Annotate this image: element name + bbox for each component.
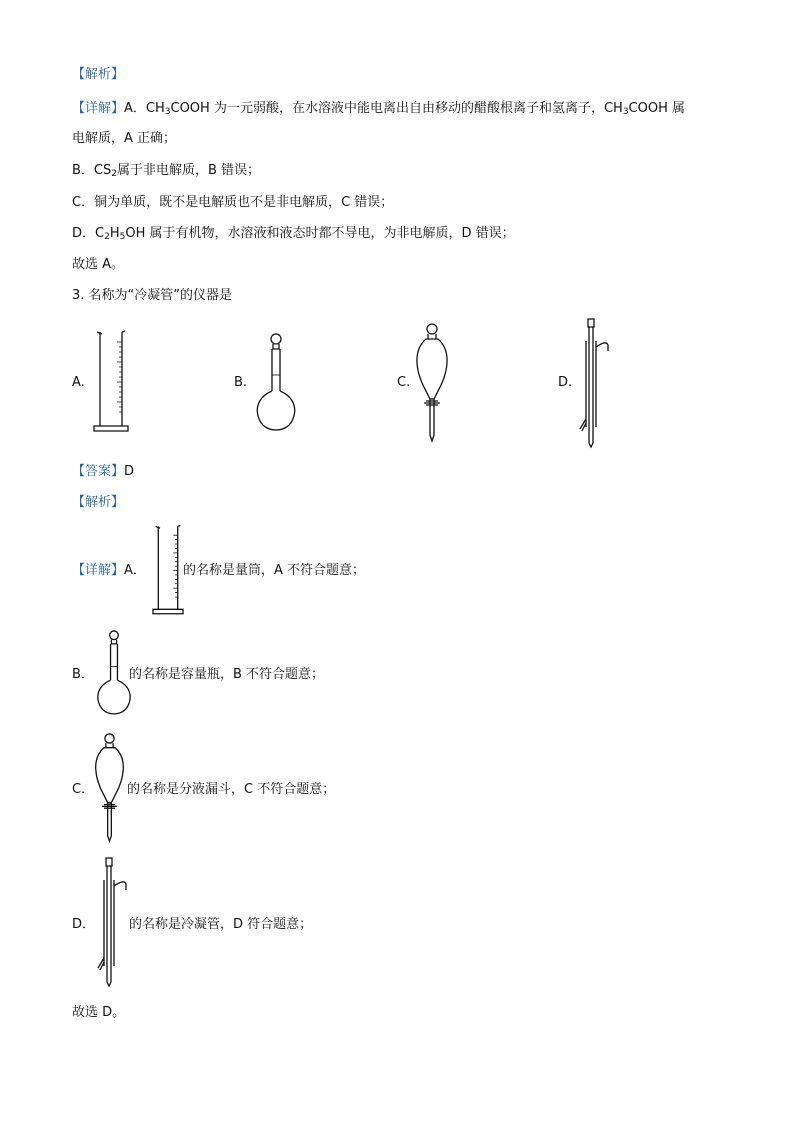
separatory-funnel-image-small	[93, 731, 126, 845]
answer-line: 【答案】D	[72, 464, 135, 479]
analysis2-a-prefix: 【详解】A．	[72, 563, 146, 578]
option-b-label: B.	[234, 375, 248, 390]
volumetric-flask-image-small	[95, 629, 133, 721]
analysis2-c-text: 的名称是分液漏斗，C 不符合题意；	[127, 782, 336, 797]
analysis-line-3: B．$CS_2$属于非电解质，B 错误；	[72, 163, 261, 179]
option-a-label: A.	[72, 375, 85, 390]
graduated-cylinder-image-small	[153, 519, 183, 622]
analysis-conclusion: 故选 A。	[72, 257, 125, 272]
analysis-line-5: D．$C_2H_5OH$ 属于有机物，水溶液和液态时都不导电，为非电解质，D 错误；	[72, 226, 515, 242]
condenser-image	[580, 319, 610, 447]
analysis2-b-label: B．	[72, 667, 94, 682]
analysis-line-1: 【详解】A．$CH_3COOH$ 为一元弱酸，在水溶液中能电离出自由移动的醋酸根离子和氢离子，$CH_3COOH$ 属	[72, 101, 685, 117]
separatory-funnel-image	[414, 323, 450, 443]
analysis-line-4: C．铜为单质，既不是电解质也不是非电解质，C 错误；	[72, 195, 394, 210]
analysis2-c-label: C．	[72, 782, 95, 797]
analysis2-b-text: 的名称是容量瓶，B 不符合题意；	[129, 667, 325, 682]
option-c-label: C.	[397, 375, 411, 390]
question-stem: 3. 名称为“冷凝管”的仪器是	[72, 288, 233, 303]
analysis2-conclusion: 故选 D。	[72, 1005, 126, 1020]
analysis2-d-text: 的名称是冷凝管，D 符合题意；	[129, 917, 313, 932]
analysis2-heading: 【解析】	[72, 495, 125, 510]
analysis-heading: 【解析】	[72, 67, 125, 82]
analysis2-d-label: D．	[72, 917, 96, 932]
condenser-image-small	[98, 856, 128, 988]
volumetric-flask-image	[254, 333, 298, 437]
option-d-label: D.	[558, 375, 573, 390]
analysis-line-2: 电解质，A 正确；	[72, 131, 177, 146]
analysis2-a-text: 的名称是量筒，A 不符合题意；	[183, 563, 366, 578]
graduated-cylinder-image	[94, 330, 128, 434]
